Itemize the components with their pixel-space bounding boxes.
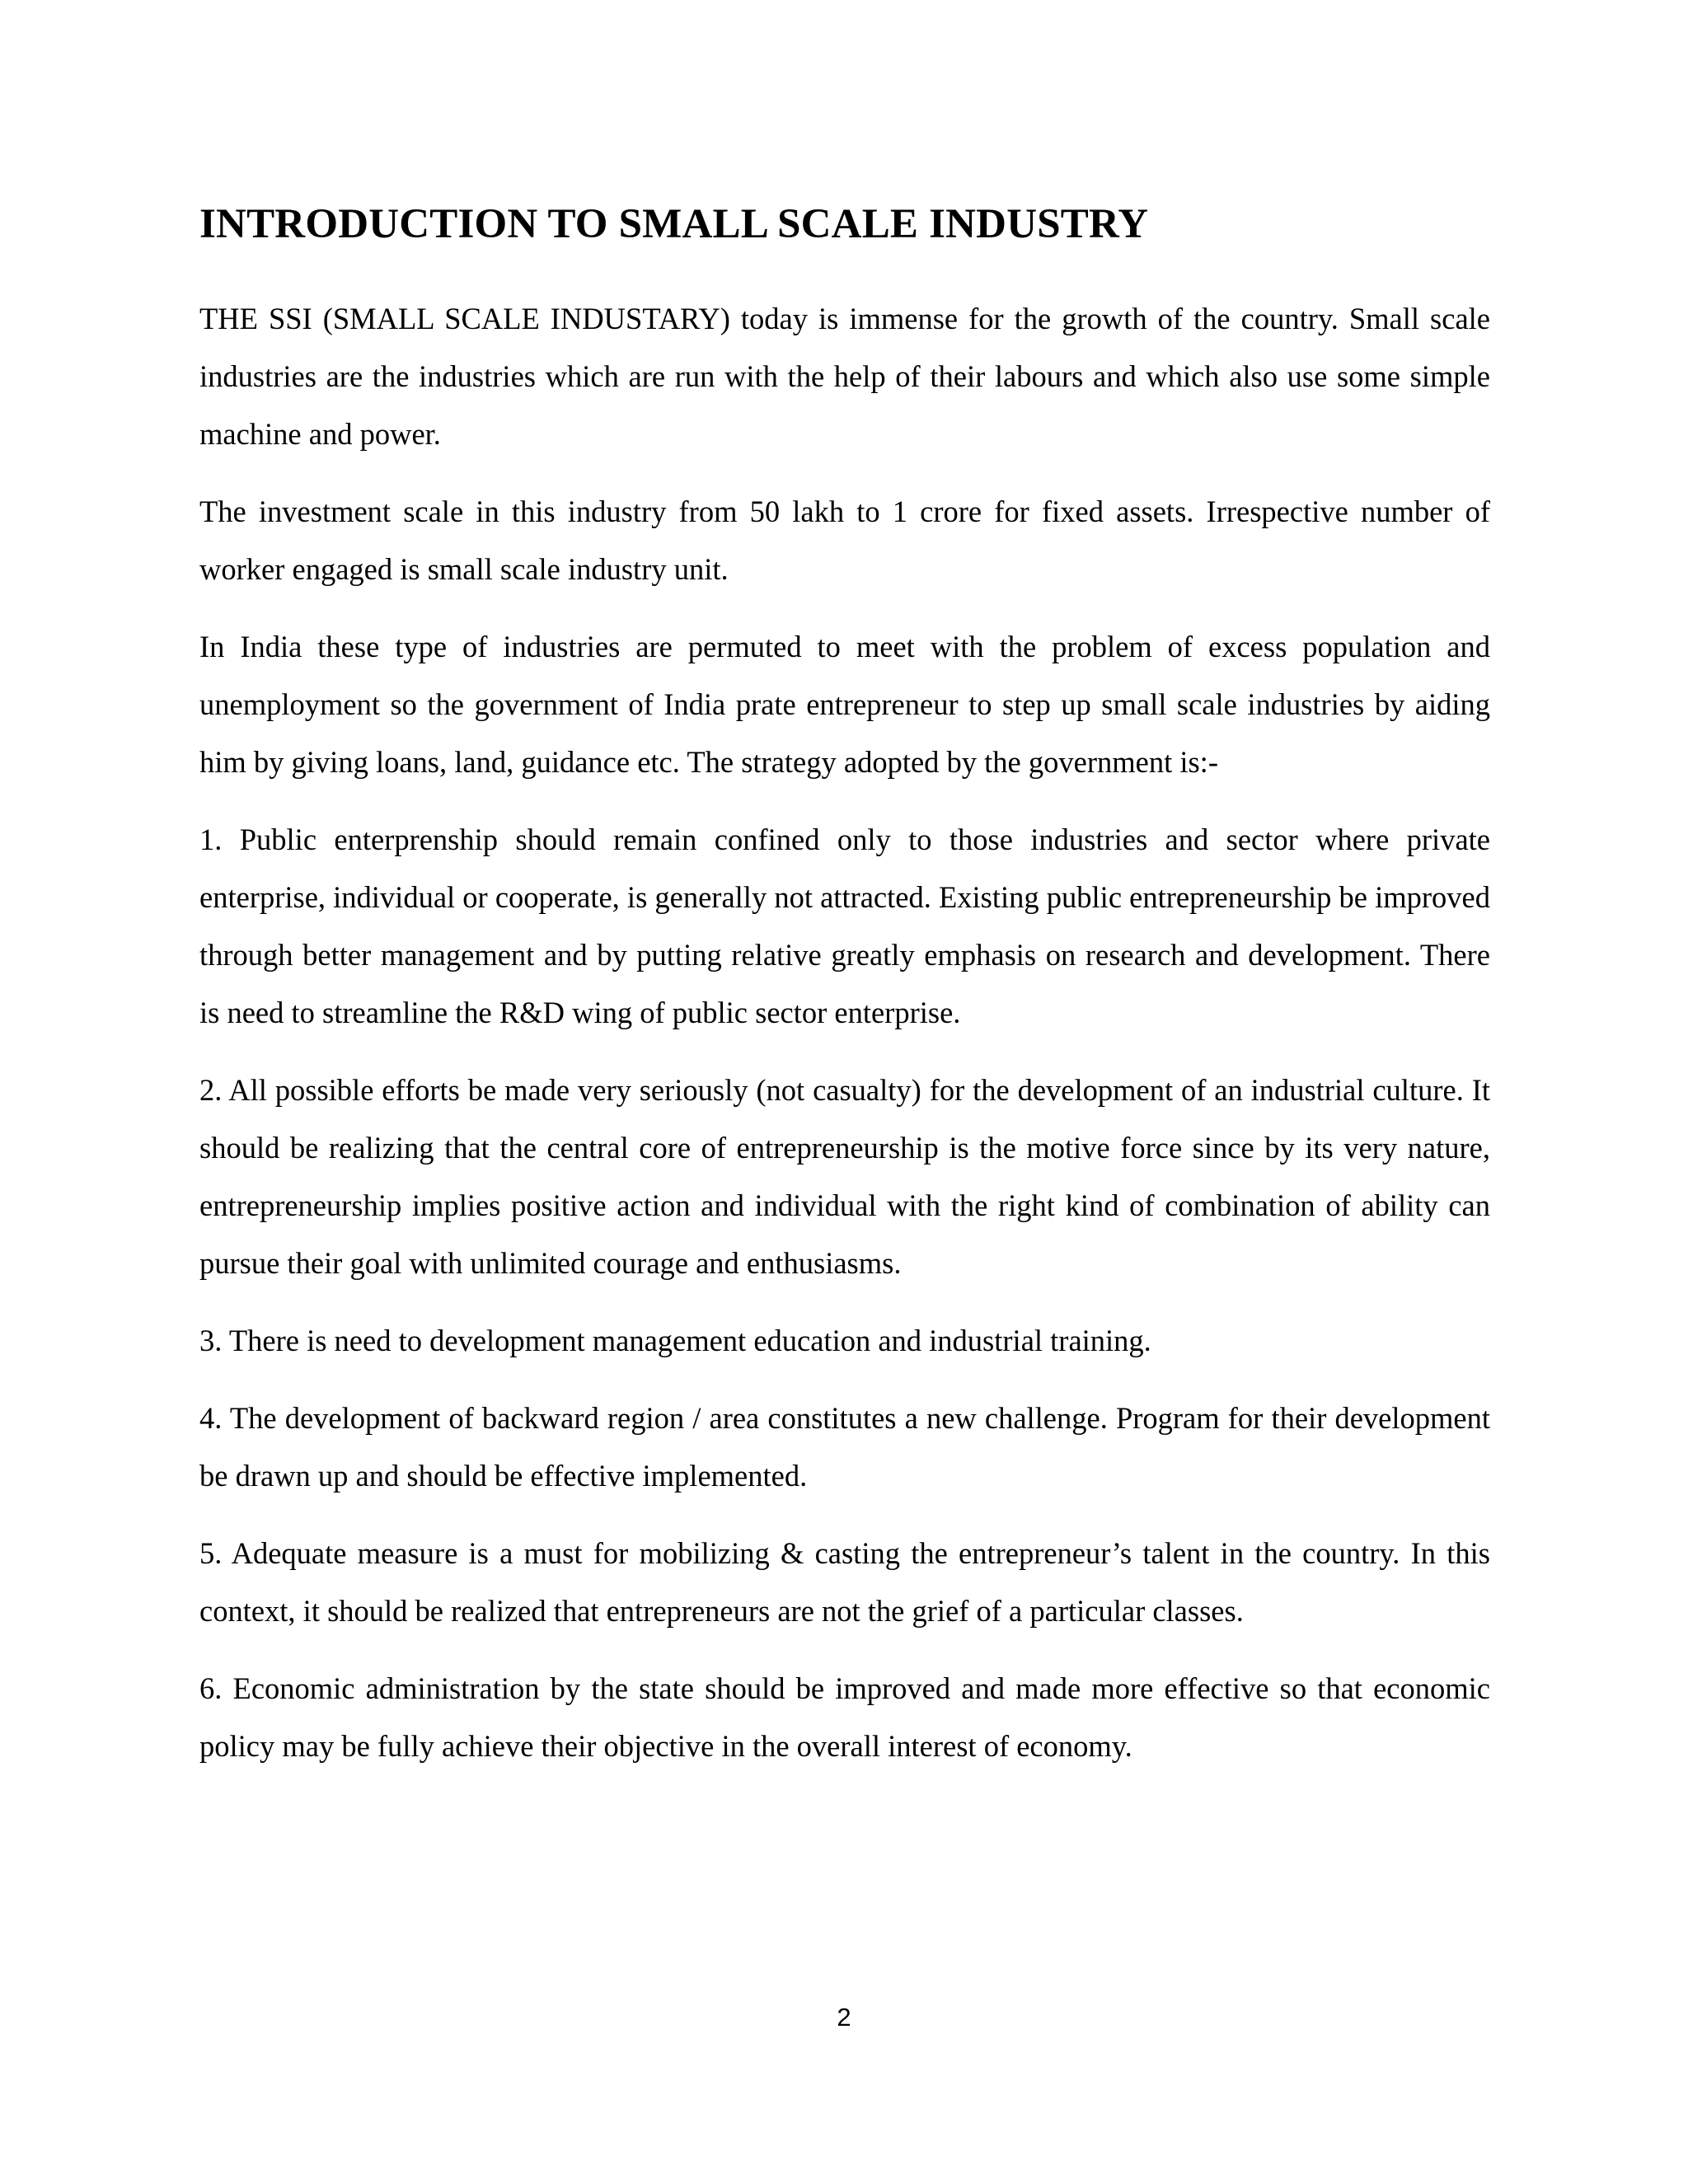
paragraph-point-3: 3. There is need to development management education and industrial training. <box>199 1324 1151 1357</box>
paragraph-point-5: 5. Adequate measure is a must for mobilizing & casting the entrepreneur’s talent in the country. In this context, it should be realized that entrepreneurs are not the grief of a particular classes. <box>199 1536 1490 1628</box>
page-number: 2 <box>837 2003 851 2032</box>
paragraph-investment: The investment scale in this industry from 50 lakh to 1 crore for fixed assets. Irrespective number of worker engaged is small scale industry unit. <box>199 494 1490 586</box>
paragraph-point-1: 1. Public enterprenship should remain confined only to those industries and sector where private enterprise, individual or cooperate, is generally not attracted. Existing public entrepreneurship be improved through better management and by putting relative greatly emphasis on research and development. There is need to streamline the R&D wing of public sector enterprise. <box>199 823 1490 1029</box>
page-title: INTRODUCTION TO SMALL SCALE INDUSTRY <box>199 201 1149 247</box>
page-content <box>199 191 1490 1795</box>
paragraph-point-6: 6. Economic administration by the state should be improved and made more effective so that economic policy may be fully achieve their objective in the overall interest of economy. <box>199 1671 1490 1763</box>
paragraph-point-4: 4. The development of backward region / area constitutes a new challenge. Program for their development be drawn up and should be effective implemented. <box>199 1401 1490 1493</box>
paragraph-point-2: 2. All possible efforts be made very seriously (not casualty) for the development of an industrial culture. It should be realizing that the central core of entrepreneurship is the motive force since by its very nature, entrepreneurship implies positive action and individual with the right kind of combination of ability can pursue their goal with unlimited courage and enthusiasms. <box>199 1073 1490 1280</box>
paragraph-intro: THE SSI (SMALL SCALE INDUSTARY) today is immense for the growth of the country. Small scale industries are the industries which are run with the help of their labours and which also use some simple machine and power. <box>199 302 1490 451</box>
paragraph-india: In India these type of industries are permuted to meet with the problem of excess population and unemployment so the government of India prate entrepreneur to step up small scale industries by aiding him by giving loans, land, guidance etc. The strategy adopted by the government is:- <box>199 630 1490 779</box>
